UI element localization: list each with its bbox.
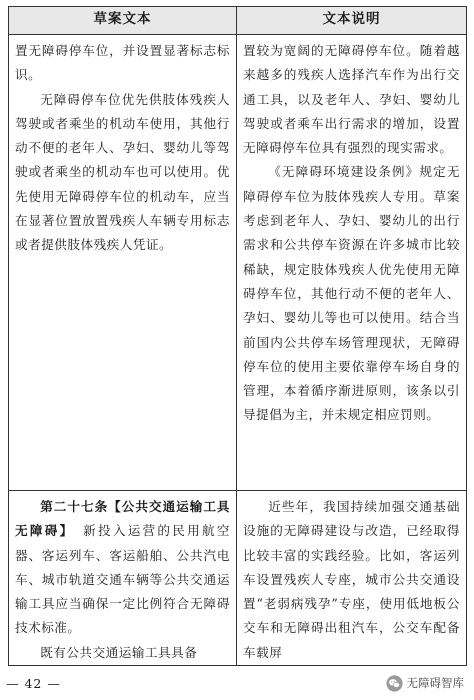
watermark: [386, 672, 465, 694]
watermark-text: 无障碍智库: [406, 676, 464, 690]
draft-cell: [9, 35, 237, 491]
draft-paragraph: 置无障碍停车位，并设置显著标志标识。: [15, 43, 230, 83]
explanation-cell: [237, 35, 467, 491]
draft-paragraph: 既有公共交通运输工具具备: [40, 644, 198, 660]
header-draft-text: 草案文本: [9, 7, 237, 35]
table-row: [9, 35, 467, 491]
article-heading: 第二十七条【公共交通运输工具无障碍】: [15, 499, 230, 539]
wechat-logo-icon: [386, 675, 403, 692]
table-header-row: [9, 7, 467, 35]
draft-cell: [9, 491, 237, 666]
explanation-cell: [237, 491, 467, 666]
draft-paragraph: 无障碍停车位优先供肢体残疾人驾驶或者乘坐的机动车使用，其他行动不便的老年人、孕妇、婴幼儿等驾驶或者乘坐的机动车也可以使用。优先使用无障碍停车位的机动车，应当在显著位置放置残疾人车辆专用标志或者提供肢体残疾人凭证。: [15, 91, 230, 253]
draft-paragraph: [15, 495, 230, 641]
explanation-paragraph: 《无障碍环境建设条例》规定无障碍停车位为肢体残疾人专用。草案考虑到老年人、孕妇、婴幼儿的出行需求和公共停车资源在许多城市比较稀缺，规定肢体残疾人优先使用无障碍停车位，其他行动不便的老年人、孕妇、婴幼儿等也可以使用。结合当前国内公共停车场管理现状，无障碍停车位的使用主要依靠停车场自身的管理，本着循序渐进原则，该条以引导提倡为主，并未规定相应罚则。: [243, 164, 460, 423]
article-text: 新投入运营的民用航空器、客运列车、客运船舶、公共汽电车、城市轨道交通车辆等公共交通运输工具应当确保一定比例符合无障碍技术标准。: [15, 523, 231, 636]
explanation-paragraph: 近些年，我国持续加强交通基础设施的无障碍建设与改造，已经取得比较丰富的实践经验。比如，客运列车设置残疾人专座，城市公共交通设置“老弱病残孕”专座，使用低地板公交车和无障碍出租汽车，公交车配备车载屏: [243, 499, 460, 660]
comparison-table: [8, 6, 467, 666]
table-row: [9, 491, 467, 666]
explanation-paragraph: 置较为宽阔的无障碍停车位。随着越来越多的残疾人选择汽车作为出行交通工具，以及老年人、孕妇、婴幼儿驾驶或者乘车出行需求的增加，设置无障碍停车位具有强烈的现实需求。: [243, 43, 460, 156]
page-number: — 42 —: [6, 676, 61, 691]
header-explanation: 文本说明: [237, 7, 467, 35]
